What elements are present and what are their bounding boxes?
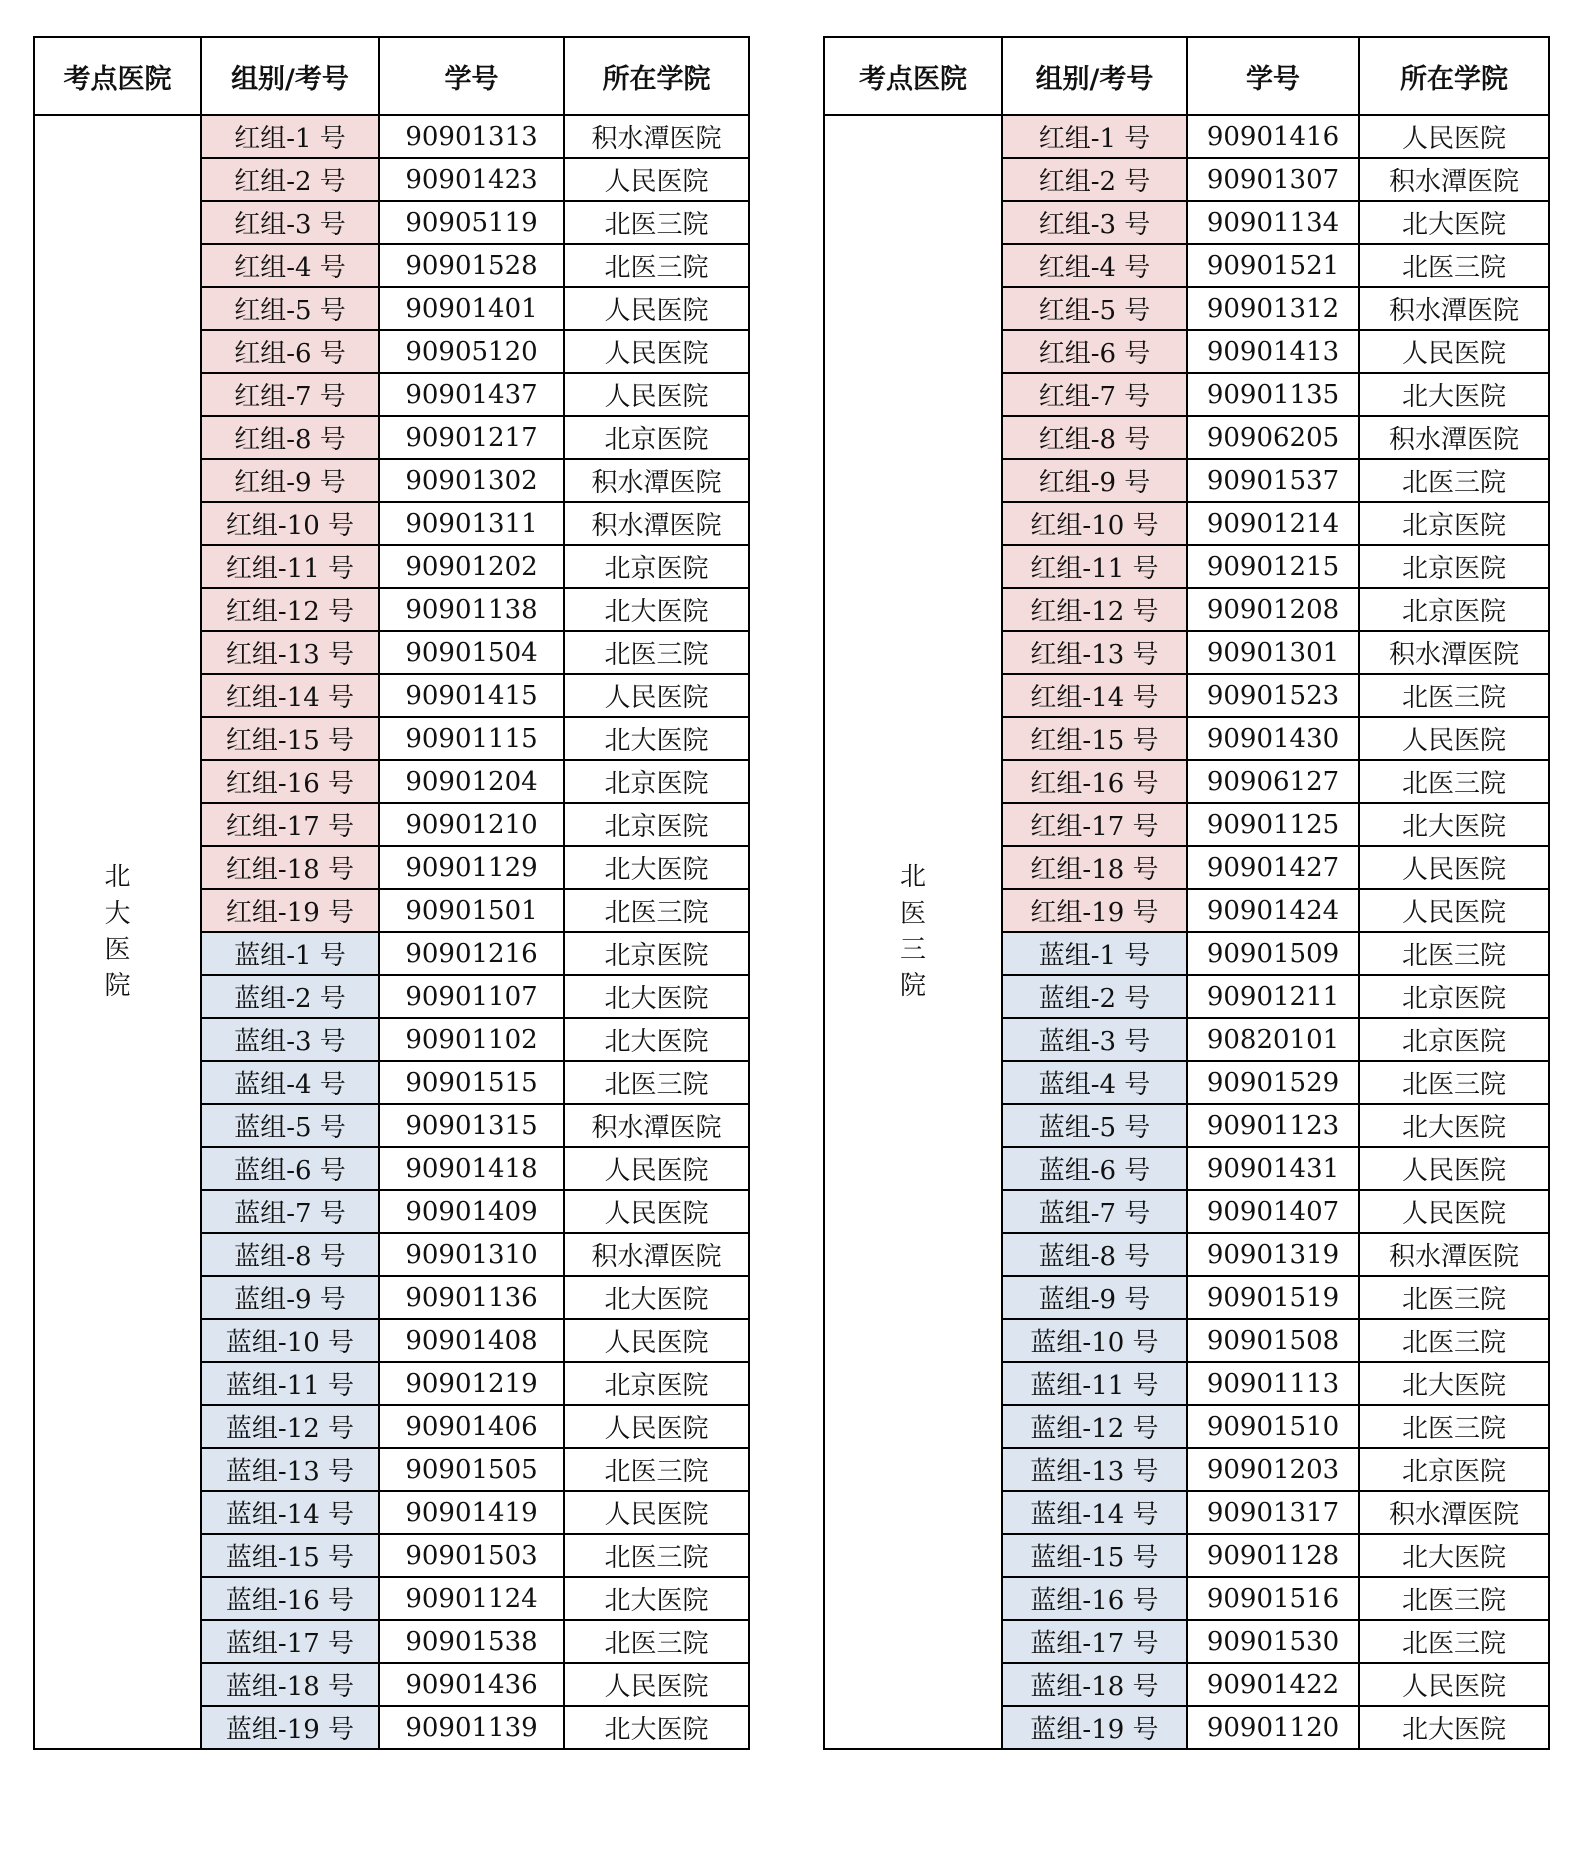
header-college: 所在学院 [564, 37, 749, 115]
college-cell: 北大医院 [1359, 1104, 1549, 1147]
student-id-cell: 90901505 [379, 1448, 564, 1491]
exam-hospital-char: 医 [104, 935, 131, 965]
group-number-cell: 蓝组-19 号 [1002, 1706, 1187, 1749]
college-cell: 积水潭医院 [1359, 287, 1549, 330]
group-number-cell: 红组-12 号 [1002, 588, 1187, 631]
group-number-cell: 红组-19 号 [201, 889, 379, 932]
college-cell: 人民医院 [1359, 846, 1549, 889]
student-id-cell: 90901129 [379, 846, 564, 889]
college-cell: 人民医院 [564, 330, 749, 373]
header-group-number: 组别/考号 [1002, 37, 1187, 115]
student-id-cell: 90901311 [379, 502, 564, 545]
college-cell: 人民医院 [1359, 889, 1549, 932]
student-id-cell: 90901208 [1187, 588, 1359, 631]
header-row [824, 37, 1549, 115]
group-number-cell: 红组-14 号 [1002, 674, 1187, 717]
student-id-cell: 90901315 [379, 1104, 564, 1147]
exam-table-right [823, 36, 1550, 1750]
student-id-cell: 90901123 [1187, 1104, 1359, 1147]
exam-hospital-cell [34, 115, 201, 1749]
table-body [824, 115, 1549, 1749]
group-number-cell: 红组-9 号 [1002, 459, 1187, 502]
college-cell: 北京医院 [564, 803, 749, 846]
group-number-cell: 红组-4 号 [1002, 244, 1187, 287]
college-cell: 积水潭医院 [1359, 631, 1549, 674]
college-cell: 北大医院 [1359, 201, 1549, 244]
group-number-cell: 蓝组-10 号 [1002, 1319, 1187, 1362]
college-cell: 积水潭医院 [564, 502, 749, 545]
student-id-cell: 90901415 [379, 674, 564, 717]
college-cell: 北京医院 [1359, 545, 1549, 588]
exam-hospital-char: 院 [899, 971, 926, 1002]
student-id-cell: 90901521 [1187, 244, 1359, 287]
group-number-cell: 蓝组-11 号 [1002, 1362, 1187, 1405]
header-student-id: 学号 [1187, 37, 1359, 115]
student-id-cell: 90901427 [1187, 846, 1359, 889]
student-id-cell: 90901310 [379, 1233, 564, 1276]
student-id-cell: 90901203 [1187, 1448, 1359, 1491]
college-cell: 北医三院 [1359, 459, 1549, 502]
student-id-cell: 90901516 [1187, 1577, 1359, 1620]
college-cell: 积水潭医院 [1359, 1233, 1549, 1276]
college-cell: 人民医院 [1359, 717, 1549, 760]
college-cell: 人民医院 [564, 1491, 749, 1534]
college-cell: 北医三院 [1359, 760, 1549, 803]
group-number-cell: 蓝组-12 号 [1002, 1405, 1187, 1448]
college-cell: 北京医院 [1359, 975, 1549, 1018]
student-id-cell: 90901504 [379, 631, 564, 674]
student-id-cell: 90905119 [379, 201, 564, 244]
group-number-cell: 红组-8 号 [1002, 416, 1187, 459]
student-id-cell: 90901424 [1187, 889, 1359, 932]
college-cell: 北大医院 [1359, 373, 1549, 416]
group-number-cell: 蓝组-19 号 [201, 1706, 379, 1749]
header-exam-hospital: 考点医院 [34, 37, 201, 115]
group-number-cell: 红组-10 号 [201, 502, 379, 545]
group-number-cell: 红组-7 号 [1002, 373, 1187, 416]
college-cell: 北医三院 [564, 201, 749, 244]
student-id-cell: 90901317 [1187, 1491, 1359, 1534]
group-number-cell: 蓝组-8 号 [201, 1233, 379, 1276]
student-id-cell: 90901537 [1187, 459, 1359, 502]
student-id-cell: 90901301 [1187, 631, 1359, 674]
header-exam-hospital: 考点医院 [824, 37, 1002, 115]
group-number-cell: 蓝组-16 号 [201, 1577, 379, 1620]
group-number-cell: 蓝组-1 号 [201, 932, 379, 975]
student-id-cell: 90901125 [1187, 803, 1359, 846]
student-id-cell: 90901307 [1187, 158, 1359, 201]
student-id-cell: 90901302 [379, 459, 564, 502]
student-id-cell: 90901423 [379, 158, 564, 201]
group-number-cell: 蓝组-15 号 [1002, 1534, 1187, 1577]
student-id-cell: 90901214 [1187, 502, 1359, 545]
college-cell: 北大医院 [1359, 803, 1549, 846]
exam-hospital-cell [824, 115, 1002, 1749]
group-number-cell: 红组-3 号 [1002, 201, 1187, 244]
group-number-cell: 红组-11 号 [1002, 545, 1187, 588]
college-cell: 北医三院 [564, 1620, 749, 1663]
group-number-cell: 红组-18 号 [1002, 846, 1187, 889]
college-cell: 人民医院 [564, 1319, 749, 1362]
group-number-cell: 红组-16 号 [201, 760, 379, 803]
group-number-cell: 蓝组-2 号 [1002, 975, 1187, 1018]
college-cell: 北京医院 [564, 760, 749, 803]
group-number-cell: 红组-6 号 [201, 330, 379, 373]
group-number-cell: 蓝组-3 号 [1002, 1018, 1187, 1061]
student-id-cell: 90905120 [379, 330, 564, 373]
college-cell: 人民医院 [564, 158, 749, 201]
group-number-cell: 红组-3 号 [201, 201, 379, 244]
student-id-cell: 90901210 [379, 803, 564, 846]
group-number-cell: 蓝组-13 号 [201, 1448, 379, 1491]
college-cell: 北医三院 [564, 1534, 749, 1577]
college-cell: 北大医院 [564, 975, 749, 1018]
table-row [824, 115, 1549, 158]
group-number-cell: 红组-1 号 [1002, 115, 1187, 158]
group-number-cell: 蓝组-17 号 [201, 1620, 379, 1663]
student-id-cell: 90901312 [1187, 287, 1359, 330]
header-college: 所在学院 [1359, 37, 1549, 115]
exam-hospital-char: 大 [104, 898, 131, 929]
college-cell: 北大医院 [564, 717, 749, 760]
header-row [34, 37, 749, 115]
college-cell: 积水潭医院 [564, 115, 749, 158]
student-id-cell: 90901407 [1187, 1190, 1359, 1233]
college-cell: 积水潭医院 [1359, 1491, 1549, 1534]
group-number-cell: 蓝组-9 号 [201, 1276, 379, 1319]
table-row [34, 115, 749, 158]
exam-hospital-char: 北 [104, 862, 131, 893]
student-id-cell: 90901422 [1187, 1663, 1359, 1706]
college-cell: 北医三院 [1359, 1577, 1549, 1620]
student-id-cell: 90901409 [379, 1190, 564, 1233]
student-id-cell: 90901216 [379, 932, 564, 975]
college-cell: 人民医院 [564, 1405, 749, 1448]
group-number-cell: 红组-9 号 [201, 459, 379, 502]
college-cell: 人民医院 [564, 373, 749, 416]
student-id-cell: 90901113 [1187, 1362, 1359, 1405]
student-id-cell: 90820101 [1187, 1018, 1359, 1061]
group-number-cell: 红组-19 号 [1002, 889, 1187, 932]
group-number-cell: 红组-15 号 [201, 717, 379, 760]
student-id-cell: 90901416 [1187, 115, 1359, 158]
student-id-cell: 90901510 [1187, 1405, 1359, 1448]
header-group-number: 组别/考号 [201, 37, 379, 115]
student-id-cell: 90901319 [1187, 1233, 1359, 1276]
group-number-cell: 蓝组-5 号 [201, 1104, 379, 1147]
student-id-cell: 90901204 [379, 760, 564, 803]
student-id-cell: 90901436 [379, 1663, 564, 1706]
student-id-cell: 90901202 [379, 545, 564, 588]
college-cell: 人民医院 [1359, 1147, 1549, 1190]
group-number-cell: 红组-17 号 [201, 803, 379, 846]
college-cell: 人民医院 [1359, 115, 1549, 158]
student-id-cell: 90901418 [379, 1147, 564, 1190]
student-id-cell: 90901401 [379, 287, 564, 330]
group-number-cell: 蓝组-7 号 [1002, 1190, 1187, 1233]
college-cell: 北京医院 [1359, 1018, 1549, 1061]
student-id-cell: 90901413 [1187, 330, 1359, 373]
college-cell: 积水潭医院 [564, 459, 749, 502]
college-cell: 人民医院 [564, 1147, 749, 1190]
college-cell: 北大医院 [564, 1018, 749, 1061]
college-cell: 北医三院 [564, 889, 749, 932]
student-id-cell: 90901503 [379, 1534, 564, 1577]
student-id-cell: 90901519 [1187, 1276, 1359, 1319]
student-id-cell: 90901215 [1187, 545, 1359, 588]
student-id-cell: 90906205 [1187, 416, 1359, 459]
group-number-cell: 蓝组-4 号 [1002, 1061, 1187, 1104]
group-number-cell: 蓝组-10 号 [201, 1319, 379, 1362]
exam-hospital-char: 北 [899, 862, 926, 893]
college-cell: 北医三院 [1359, 1319, 1549, 1362]
college-cell: 北医三院 [1359, 244, 1549, 287]
group-number-cell: 红组-17 号 [1002, 803, 1187, 846]
college-cell: 积水潭医院 [564, 1233, 749, 1276]
group-number-cell: 蓝组-16 号 [1002, 1577, 1187, 1620]
student-id-cell: 90901530 [1187, 1620, 1359, 1663]
student-id-cell: 90901313 [379, 115, 564, 158]
college-cell: 北大医院 [564, 588, 749, 631]
student-id-cell: 90901138 [379, 588, 564, 631]
group-number-cell: 蓝组-14 号 [201, 1491, 379, 1534]
group-number-cell: 蓝组-3 号 [201, 1018, 379, 1061]
college-cell: 人民医院 [1359, 1663, 1549, 1706]
student-id-cell: 90901501 [379, 889, 564, 932]
college-cell: 北医三院 [564, 1061, 749, 1104]
college-cell: 北大医院 [1359, 1534, 1549, 1577]
group-number-cell: 蓝组-6 号 [201, 1147, 379, 1190]
college-cell: 人民医院 [564, 1190, 749, 1233]
college-cell: 北京医院 [1359, 588, 1549, 631]
college-cell: 北医三院 [1359, 932, 1549, 975]
group-number-cell: 蓝组-17 号 [1002, 1620, 1187, 1663]
college-cell: 北京医院 [564, 1362, 749, 1405]
student-id-cell: 90901538 [379, 1620, 564, 1663]
exam-hospital-char: 医 [899, 898, 926, 929]
group-number-cell: 红组-8 号 [201, 416, 379, 459]
group-number-cell: 蓝组-8 号 [1002, 1233, 1187, 1276]
group-number-cell: 红组-14 号 [201, 674, 379, 717]
college-cell: 北医三院 [564, 244, 749, 287]
college-cell: 北医三院 [1359, 1061, 1549, 1104]
college-cell: 北医三院 [1359, 1405, 1549, 1448]
group-number-cell: 红组-5 号 [201, 287, 379, 330]
college-cell: 人民医院 [564, 287, 749, 330]
header-student-id: 学号 [379, 37, 564, 115]
student-id-cell: 90901136 [379, 1276, 564, 1319]
group-number-cell: 红组-16 号 [1002, 760, 1187, 803]
student-id-cell: 90901408 [379, 1319, 564, 1362]
group-number-cell: 红组-2 号 [1002, 158, 1187, 201]
student-id-cell: 90906127 [1187, 760, 1359, 803]
college-cell: 北大医院 [564, 846, 749, 889]
group-number-cell: 红组-5 号 [1002, 287, 1187, 330]
college-cell: 北大医院 [1359, 1706, 1549, 1749]
college-cell: 北大医院 [564, 1706, 749, 1749]
college-cell: 北京医院 [564, 545, 749, 588]
group-number-cell: 红组-13 号 [201, 631, 379, 674]
group-number-cell: 红组-18 号 [201, 846, 379, 889]
student-id-cell: 90901139 [379, 1706, 564, 1749]
exam-hospital-char: 三 [899, 935, 926, 965]
student-id-cell: 90901419 [379, 1491, 564, 1534]
exam-hospital-char: 院 [104, 971, 131, 1002]
college-cell: 北京医院 [564, 416, 749, 459]
group-number-cell: 蓝组-7 号 [201, 1190, 379, 1233]
student-id-cell: 90901211 [1187, 975, 1359, 1018]
student-id-cell: 90901217 [379, 416, 564, 459]
college-cell: 积水潭医院 [564, 1104, 749, 1147]
group-number-cell: 红组-10 号 [1002, 502, 1187, 545]
college-cell: 北医三院 [1359, 1276, 1549, 1319]
student-id-cell: 90901134 [1187, 201, 1359, 244]
exam-table-left [33, 36, 750, 1750]
college-cell: 北医三院 [1359, 1620, 1549, 1663]
group-number-cell: 红组-2 号 [201, 158, 379, 201]
college-cell: 北大医院 [564, 1276, 749, 1319]
college-cell: 北京医院 [1359, 1448, 1549, 1491]
student-id-cell: 90901437 [379, 373, 564, 416]
group-number-cell: 蓝组-1 号 [1002, 932, 1187, 975]
group-number-cell: 红组-1 号 [201, 115, 379, 158]
group-number-cell: 红组-6 号 [1002, 330, 1187, 373]
college-cell: 人民医院 [1359, 330, 1549, 373]
college-cell: 北大医院 [564, 1577, 749, 1620]
student-id-cell: 90901135 [1187, 373, 1359, 416]
group-number-cell: 红组-11 号 [201, 545, 379, 588]
group-number-cell: 蓝组-2 号 [201, 975, 379, 1018]
group-number-cell: 蓝组-14 号 [1002, 1491, 1187, 1534]
group-number-cell: 蓝组-5 号 [1002, 1104, 1187, 1147]
student-id-cell: 90901528 [379, 244, 564, 287]
student-id-cell: 90901508 [1187, 1319, 1359, 1362]
student-id-cell: 90901128 [1187, 1534, 1359, 1577]
student-id-cell: 90901124 [379, 1577, 564, 1620]
college-cell: 北医三院 [564, 631, 749, 674]
group-number-cell: 蓝组-9 号 [1002, 1276, 1187, 1319]
college-cell: 北大医院 [1359, 1362, 1549, 1405]
student-id-cell: 90901515 [379, 1061, 564, 1104]
table-body [34, 115, 749, 1749]
group-number-cell: 红组-4 号 [201, 244, 379, 287]
group-number-cell: 蓝组-18 号 [1002, 1663, 1187, 1706]
group-number-cell: 蓝组-18 号 [201, 1663, 379, 1706]
college-cell: 北医三院 [1359, 674, 1549, 717]
student-id-cell: 90901107 [379, 975, 564, 1018]
college-cell: 北京医院 [564, 932, 749, 975]
college-cell: 北医三院 [564, 1448, 749, 1491]
group-number-cell: 蓝组-11 号 [201, 1362, 379, 1405]
student-id-cell: 90901102 [379, 1018, 564, 1061]
group-number-cell: 蓝组-13 号 [1002, 1448, 1187, 1491]
group-number-cell: 蓝组-15 号 [201, 1534, 379, 1577]
group-number-cell: 红组-7 号 [201, 373, 379, 416]
college-cell: 积水潭医院 [1359, 158, 1549, 201]
college-cell: 人民医院 [1359, 1190, 1549, 1233]
group-number-cell: 蓝组-4 号 [201, 1061, 379, 1104]
student-id-cell: 90901120 [1187, 1706, 1359, 1749]
group-number-cell: 蓝组-6 号 [1002, 1147, 1187, 1190]
student-id-cell: 90901219 [379, 1362, 564, 1405]
student-id-cell: 90901509 [1187, 932, 1359, 975]
college-cell: 人民医院 [564, 1663, 749, 1706]
student-id-cell: 90901406 [379, 1405, 564, 1448]
college-cell: 北京医院 [1359, 502, 1549, 545]
student-id-cell: 90901115 [379, 717, 564, 760]
student-id-cell: 90901529 [1187, 1061, 1359, 1104]
student-id-cell: 90901430 [1187, 717, 1359, 760]
college-cell: 积水潭医院 [1359, 416, 1549, 459]
student-id-cell: 90901431 [1187, 1147, 1359, 1190]
group-number-cell: 红组-13 号 [1002, 631, 1187, 674]
student-id-cell: 90901523 [1187, 674, 1359, 717]
group-number-cell: 红组-15 号 [1002, 717, 1187, 760]
group-number-cell: 蓝组-12 号 [201, 1405, 379, 1448]
group-number-cell: 红组-12 号 [201, 588, 379, 631]
college-cell: 人民医院 [564, 674, 749, 717]
